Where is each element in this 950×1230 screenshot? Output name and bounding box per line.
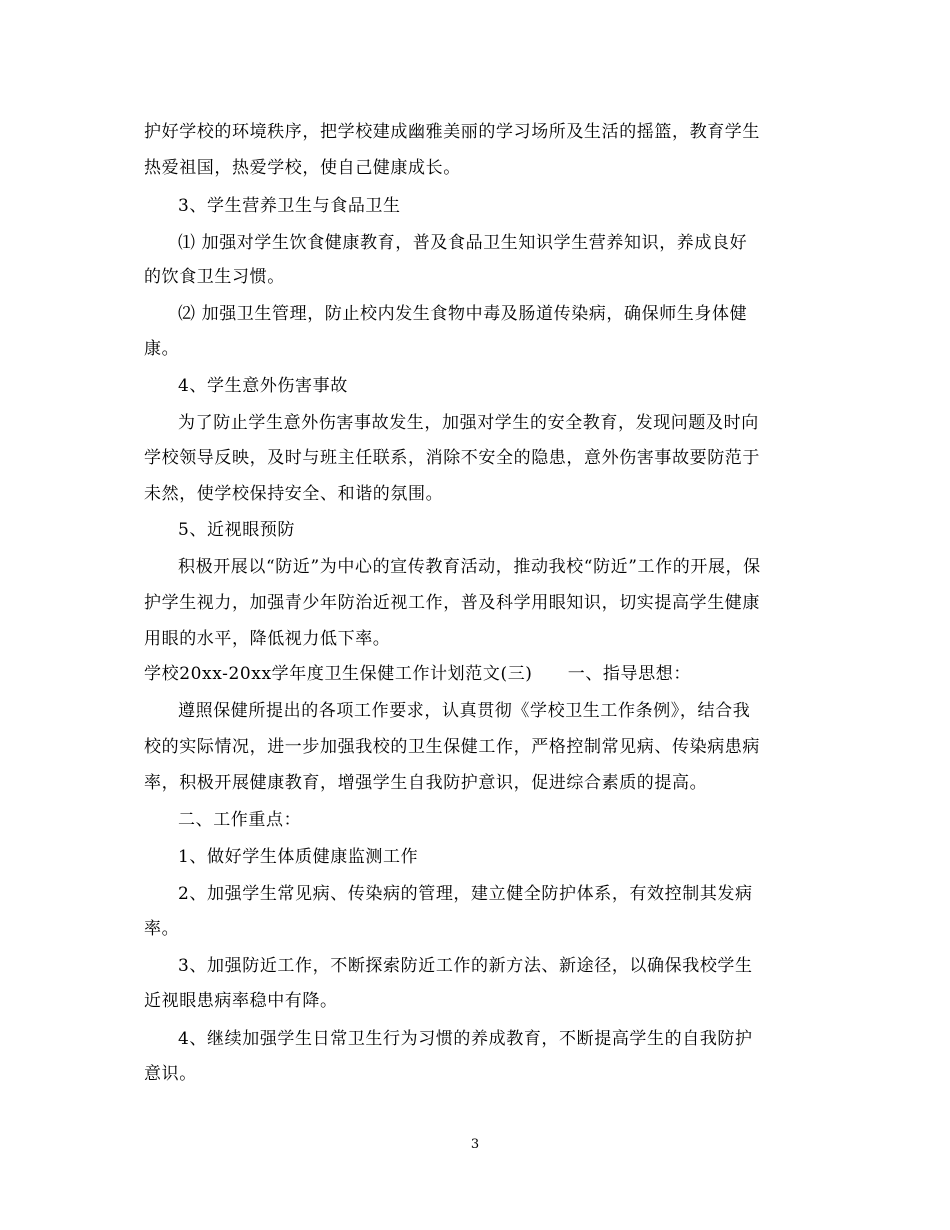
text-line: ⑴ 加强对学生饮食健康教育，普及食品卫生知识学生营养知识，养成良好 [178,233,748,253]
section-heading: 4、学生意外伤害事故 [178,376,348,396]
text-line: 积极开展以“防近”为中心的宣传教育活动，推动我校“防近”工作的开展，保 [178,557,761,577]
text-line: 未然，使学校保持安全、和谐的氛围。 [144,484,444,504]
text-line: 校的实际情况，进一步加强我校的卫生保健工作，严格控制常见病、传染病患病 [144,737,760,757]
text-line: 近视眼患病率稳中有降。 [144,991,338,1011]
text-line: 3、加强防近工作，不断探索防近工作的新方法、新途径，以确保我校学生 [178,956,753,976]
text-line: 1、做好学生体质健康监测工作 [178,847,419,867]
text-line: 遵照保健所提出的各项工作要求，认真贯彻《学校卫生工作条例》，结合我 [178,701,751,721]
text-line: 为了防止学生意外伤害事故发生，加强对学生的安全教育，发现问题及时向 [178,413,759,433]
text-line: 的饮食卫生习惯。 [144,267,285,287]
section-heading: 3、学生营养卫生与食品卫生 [178,196,401,216]
text-line: 意识。 [144,1064,197,1084]
text-line: ⑵ 加强卫生管理，防止校内发生食物中毒及肠道传染病，确保师生身体健 [178,304,748,324]
text-line: 学校领导反映，及时与班主任联系，消除不安全的隐患，意外伤害事故要防范于 [144,448,760,468]
page-number: 3 [470,1137,480,1152]
text-line: 康。 [144,339,180,359]
text-line: 热爱祖国，热爱学校，使自己健康成长。 [144,158,461,178]
text-line: 用眼的水平，降低视力低下率。 [144,629,391,649]
text-line: 护好学校的环境秩序，把学校建成幽雅美丽的学习场所及生活的摇篮，教育学生 [144,122,760,142]
text-line: 护学生视力，加强青少年防治近视工作，普及科学用眼知识，切实提高学生健康 [144,593,760,613]
section-heading: 二、工作重点： [178,810,302,830]
section-heading: 5、近视眼预防 [178,520,296,540]
text-line: 4、继续加强学生日常卫生行为习惯的养成教育，不断提高学生的自我防护 [178,1029,753,1049]
text-line: 2、加强学生常见病、传染病的管理，建立健全防护体系，有效控制其发病 [178,884,753,904]
text-line: 率，积极开展健康教育，增强学生自我防护意识，促进综合素质的提高。 [144,773,708,793]
document-title-line: 学校20xx-20xx学年度卫生保健工作计划范文(三) 一、指导思想： [144,664,691,684]
text-line: 率。 [144,919,180,939]
